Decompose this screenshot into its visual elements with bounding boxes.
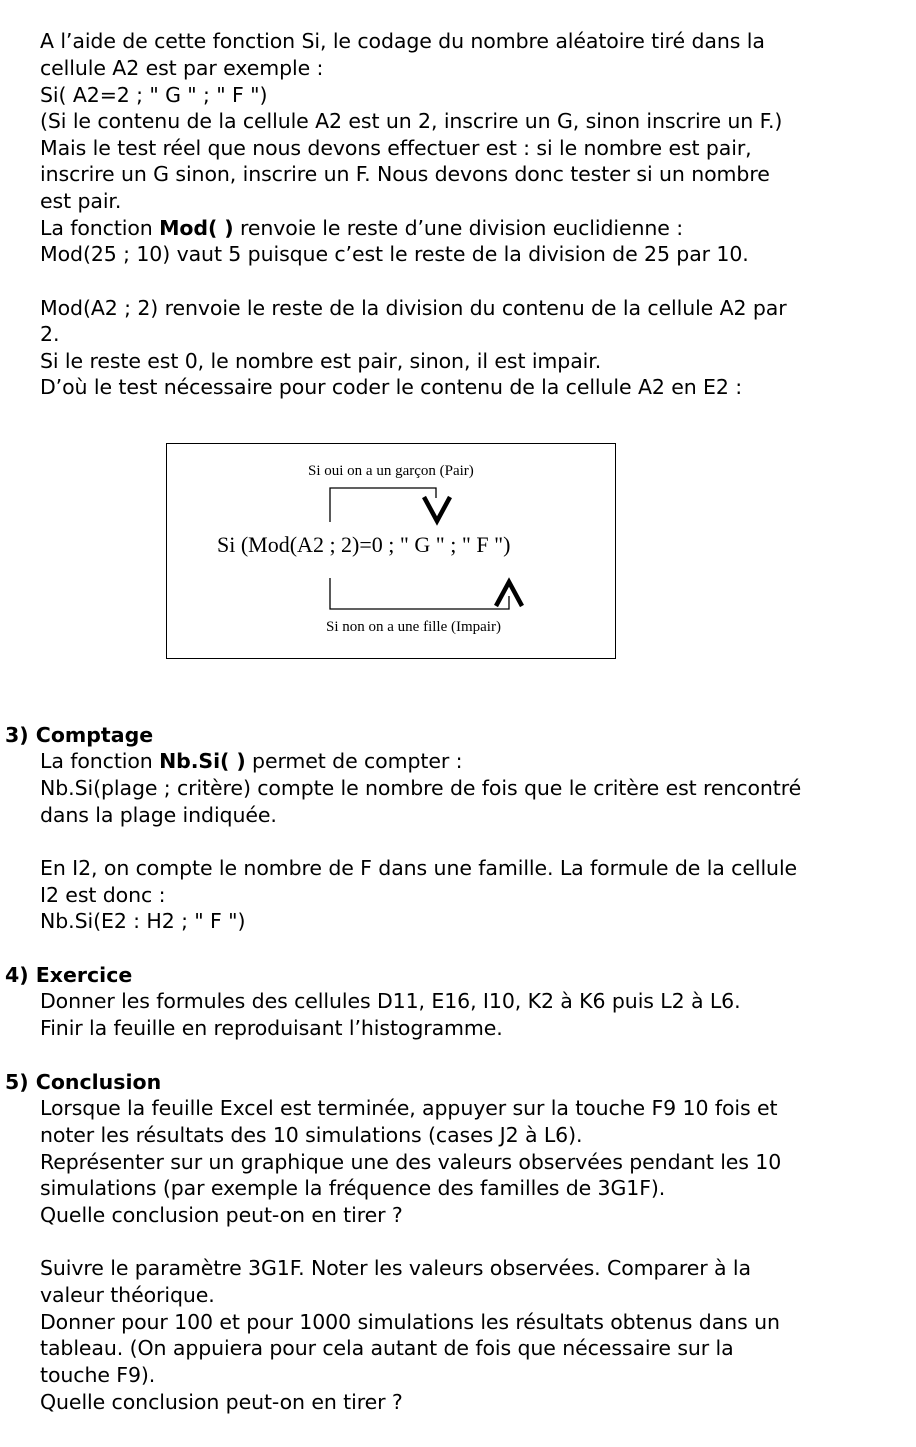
text-line: dans la plage indiquée.	[40, 803, 277, 827]
text-line: 2.	[40, 322, 60, 346]
text-fragment: La fonction	[40, 749, 160, 773]
question-line: Quelle conclusion peut-on en tirer ?	[40, 1390, 403, 1414]
formula-nbsi: Nb.Si(E2 : H2 ; " F ")	[40, 909, 246, 933]
question-line: Quelle conclusion peut-on en tirer ?	[40, 1203, 403, 1227]
section-heading-conclusion: 5) Conclusion	[5, 1070, 162, 1094]
text-line: Suivre le paramètre 3G1F. Noter les valeurs observées. Comparer à la	[40, 1256, 751, 1280]
text-fragment: permet de compter :	[245, 749, 463, 773]
text-line: inscrire un G sinon, inscrire un F. Nous devons donc tester si un nombre	[40, 162, 770, 186]
top-arrow-line	[330, 488, 450, 522]
text-line: I2 est donc :	[40, 883, 166, 907]
text-line: Nb.Si(plage ; critère) compte le nombre de fois que le critère est rencontré	[40, 776, 802, 800]
section-heading-comptage: 3) Comptage	[5, 723, 154, 747]
text-line: Donner les formules des cellules D11, E16, I10, K2 à K6 puis L2 à L6.	[40, 989, 741, 1013]
text-line: simulations (par exemple la fréquence des familles de 3G1F).	[40, 1176, 666, 1200]
text-line: Mais le test réel que nous devons effectuer est : si le nombre est pair,	[40, 136, 752, 160]
text-line: Si le reste est 0, le nombre est pair, sinon, il est impair.	[40, 349, 602, 373]
text-line: touche F9).	[40, 1363, 156, 1387]
text-line: Finir la feuille en reproduisant l’histogramme.	[40, 1016, 503, 1040]
text-line: noter les résultats des 10 simulations (cases J2 à L6).	[40, 1123, 583, 1147]
function-name-mod: Mod( )	[159, 216, 234, 240]
diagram-formula: Si (Mod(A2 ; 2)=0 ; " G " ; " F ")	[217, 532, 511, 557]
diagram-top-label: Si oui on a un garçon (Pair)	[308, 463, 474, 479]
text-line: En I2, on compte le nombre de F dans une famille. La formule de la cellule	[40, 856, 798, 880]
formula-diagram	[166, 443, 616, 659]
text-line: tableau. (On appuiera pour cela autant de fois que nécessaire sur la	[40, 1336, 734, 1360]
diagram-bottom-label: Si non on a une fille (Impair)	[326, 619, 501, 635]
text-fragment: renvoie le reste d’une division euclidienne :	[233, 216, 684, 240]
text-line: Donner pour 100 et pour 1000 simulations les résultats obtenus dans un	[40, 1310, 780, 1334]
function-name-nbsi: Nb.Si( )	[159, 749, 246, 773]
text-line: valeur théorique.	[40, 1283, 215, 1307]
text-line: est pair.	[40, 189, 122, 213]
text-line: Lorsque la feuille Excel est terminée, appuyer sur la touche F9 10 fois et	[40, 1096, 778, 1120]
section-heading-exercice: 4) Exercice	[5, 963, 133, 987]
text-line: (Si le contenu de la cellule A2 est un 2, inscrire un G, sinon inscrire un F.)	[40, 109, 783, 133]
text-line: Mod(25 ; 10) vaut 5 puisque c’est le reste de la division de 25 par 10.	[40, 242, 749, 266]
text-line	[40, 215, 683, 242]
text-line: D’où le test nécessaire pour coder le contenu de la cellule A2 en E2 :	[40, 375, 743, 399]
text-line: Mod(A2 ; 2) renvoie le reste de la division du contenu de la cellule A2 par	[40, 296, 787, 320]
text-fragment: La fonction	[40, 216, 160, 240]
text-line	[40, 748, 462, 775]
formula-example: Si( A2=2 ; " G " ; " F ")	[40, 83, 268, 107]
bottom-arrow-line	[330, 578, 522, 609]
text-line: cellule A2 est par exemple :	[40, 56, 324, 80]
text-line: A l’aide de cette fonction Si, le codage du nombre aléatoire tiré dans la	[40, 29, 765, 53]
text-line: Représenter sur un graphique une des valeurs observées pendant les 10	[40, 1150, 782, 1174]
